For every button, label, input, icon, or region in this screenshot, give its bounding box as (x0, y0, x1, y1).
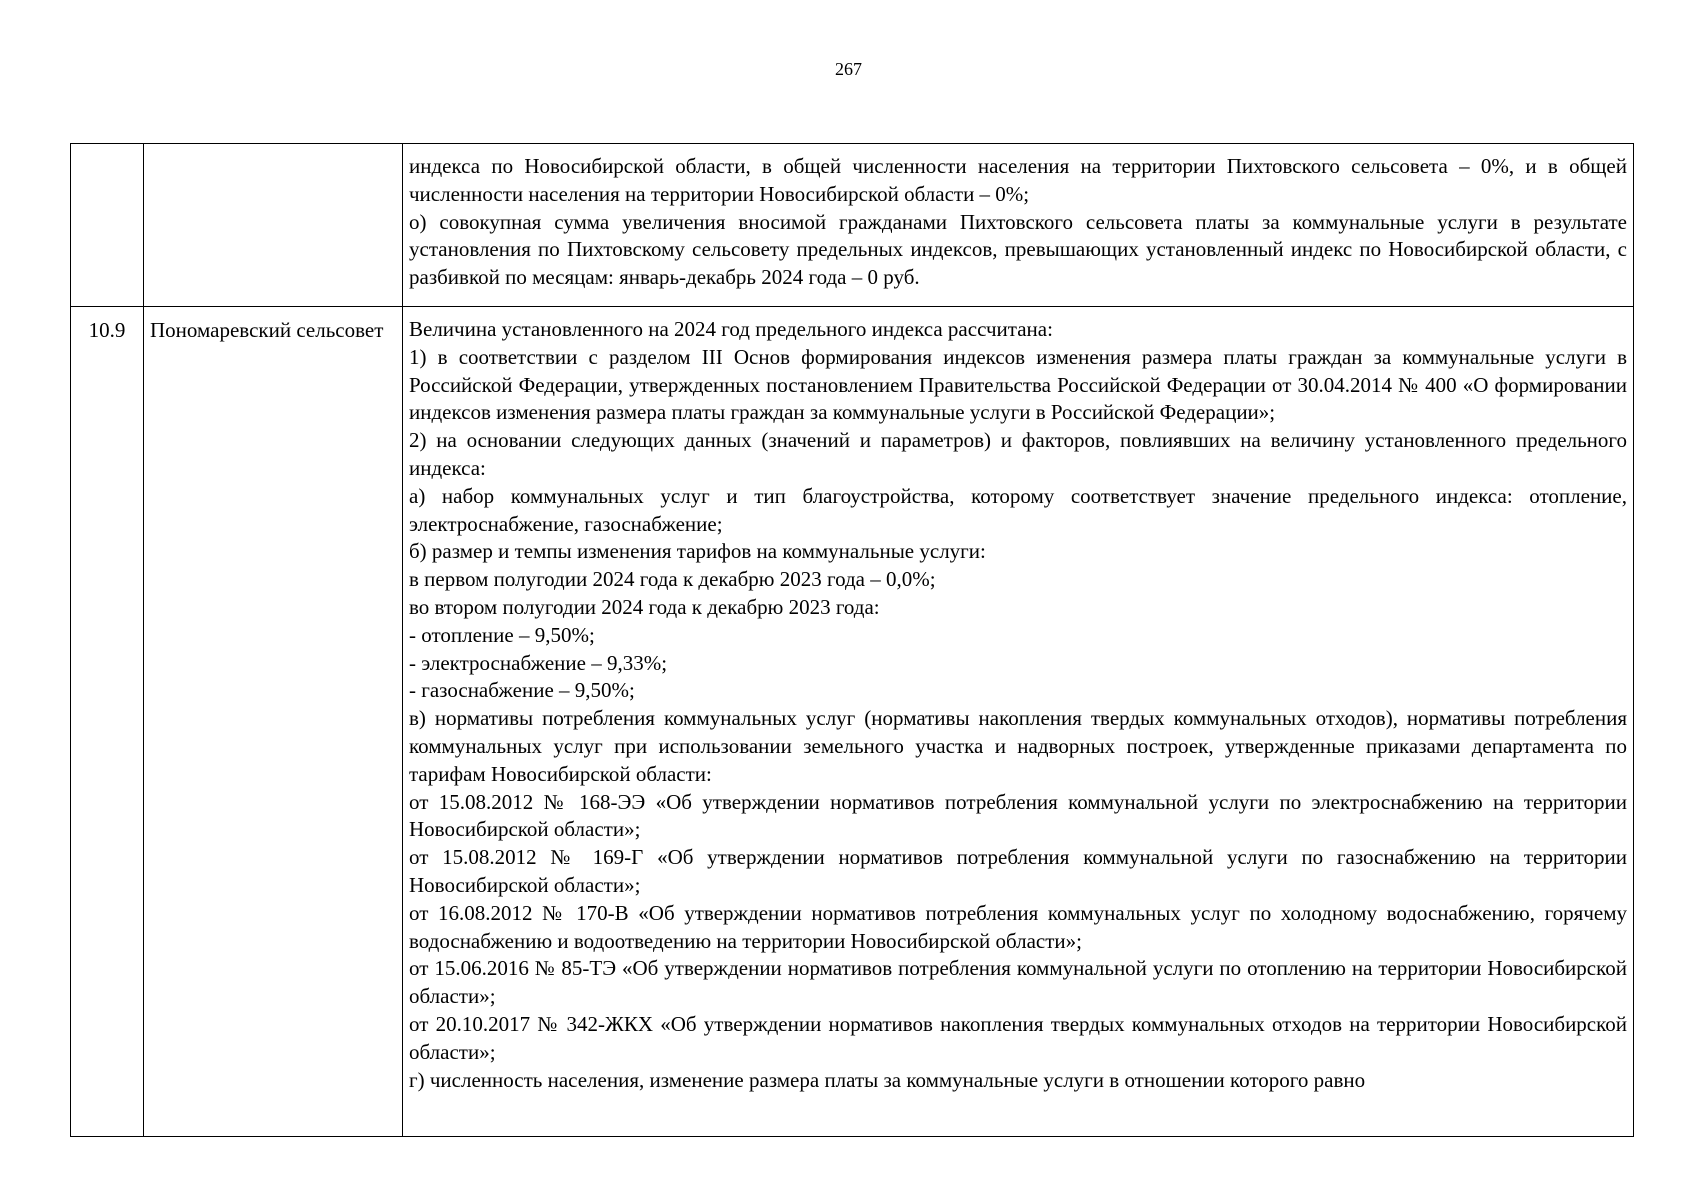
paragraph: Величина установленного на 2024 год предельного индекса рассчитана: (409, 317, 1053, 341)
row-name-cell (144, 144, 403, 307)
paragraph: от 15.08.2012 № 168-ЭЭ «Об утверждении нормативов потребления коммунальной услуги по электроснабжению на территории Новосибирской области»; (409, 789, 1627, 842)
paragraph: в) нормативы потребления коммунальных услуг (нормативы накопления твердых коммунальных отходов), нормативы потребления коммунальных услуг при использовании земельного участка и надворных построек, утвержденные приказами департамента по тарифам Новосибирской области: (409, 706, 1627, 786)
paragraph: индекса по Новосибирской области, в общей численности населения на территории Пихтовского сельсовета – 0%, и в общей численности населения на территории Новосибирской области – 0%; (409, 154, 1627, 206)
paragraph: от 15.06.2016 № 85-ТЭ «Об утверждении нормативов потребления коммунальной услуги по отоплению на территории Новосибирской области»; (409, 956, 1627, 1009)
paragraph: 1) в соответствии с разделом III Основ формирования индексов изменения размера платы граждан за коммунальные услуги в Российской Федерации, утвержденных постановлением Правительства Российской Федерации от 30.04.2014 № 400 «О формировании индексов изменения размера платы граждан за коммунальные услуги в Российской Федерации»; (409, 344, 1627, 425)
page-number: 267 (835, 59, 862, 79)
paragraph: - электроснабжение – 9,33%; (409, 650, 668, 675)
table-row (71, 307, 1634, 1137)
paragraph: от 15.08.2012 № 169-Г «Об утверждении нормативов потребления коммунальной услуги по газоснабжению на территории Новосибирской области»; (409, 845, 1627, 897)
paragraph: о) совокупная сумма увеличения вносимой гражданами Пихтовского сельсовета платы за коммунальные услуги в результате установления по Пихтовскому сельсовету предельных индексов, превышающих установленный индекс по Новосибирской области, с разбивкой по месяцам: январь-декабрь 2024 года – 0 руб. (409, 209, 1627, 290)
paragraph: - отопление – 9,50%; (409, 622, 595, 647)
table-row (71, 144, 1634, 307)
document-table (70, 143, 1634, 1137)
paragraph: от 16.08.2012 № 170-В «Об утверждении нормативов потребления коммунальных услуг по холодному водоснабжению, горячему водоснабжению и водоотведению на территории Новосибирской области»; (409, 900, 1627, 953)
paragraph: г) численность населения, изменение размера платы за коммунальные услуги в отношении которого равно (409, 1067, 1366, 1092)
paragraph: 2) на основании следующих данных (значений и параметров) и факторов, повлиявших на величину установленного предельного индекса: (409, 428, 1627, 480)
table-body (71, 144, 1634, 1137)
paragraph: от 20.10.2017 № 342-ЖКХ «Об утверждении нормативов накопления твердых коммунальных отходов на территории Новосибирской области»; (409, 1011, 1627, 1064)
row-content-cell (403, 307, 1634, 1137)
paragraph: в первом полугодии 2024 года к декабрю 2023 года – 0,0%; (409, 567, 936, 592)
row-name-cell: Пономаревский сельсовет (144, 307, 403, 1137)
paragraph: во втором полугодии 2024 года к декабрю 2023 года: (409, 594, 880, 619)
paragraph: - газоснабжение – 9,50%; (409, 678, 635, 703)
paragraph: а) набор коммунальных услуг и тип благоустройства, которому соответствует значение предельного индекса: отопление, электроснабжение, газоснабжение; (409, 483, 1627, 536)
row-number-cell (71, 144, 144, 307)
paragraph: б) размер и темпы изменения тарифов на коммунальные услуги: (409, 539, 986, 564)
row-number-cell: 10.9 (71, 307, 144, 1137)
row-content-cell (403, 144, 1634, 307)
